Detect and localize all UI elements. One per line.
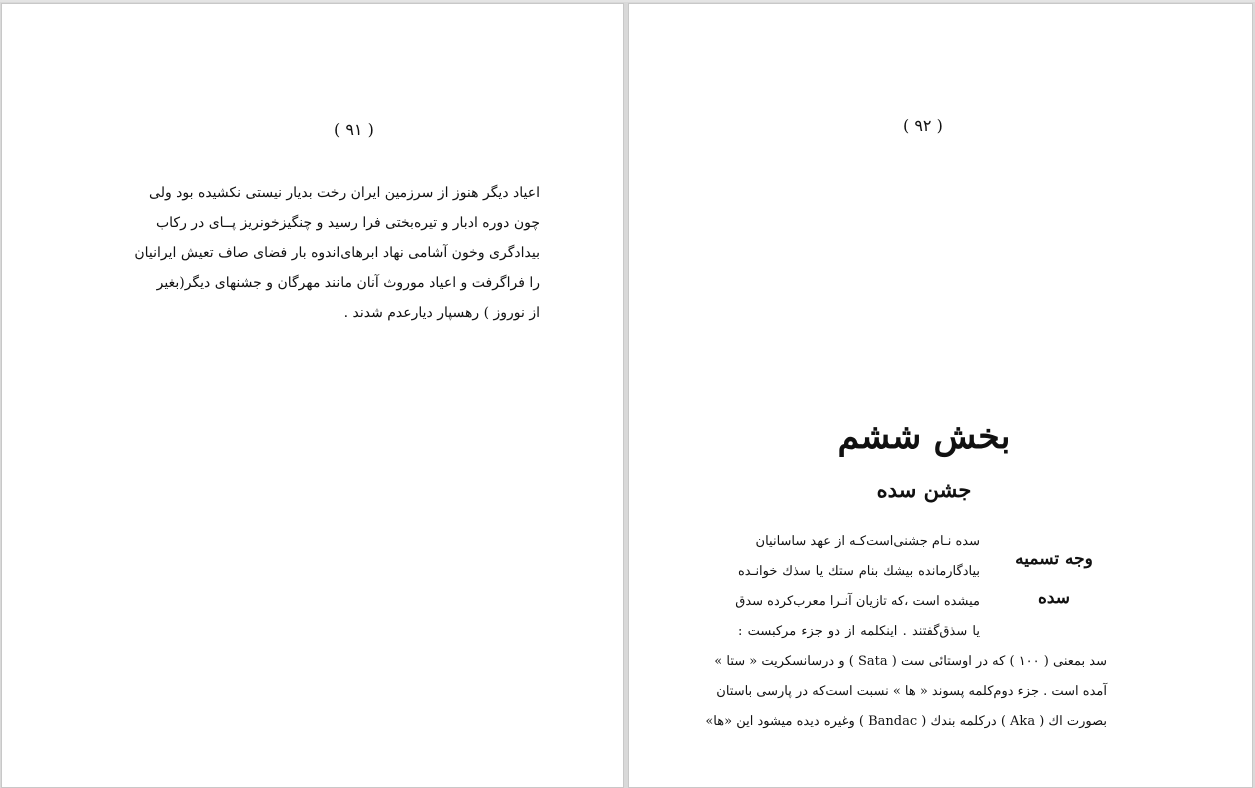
right-page [628,3,1253,788]
text-line: چون دوره ادبار و تیره‌بختی فرا رسید و چنگیزخونریز پــای در رکاب [155,215,540,231]
text-line: از نوروز ) رهسپار دیارعدم شدند . [343,305,540,321]
page-number: ( ۹۱ ) [334,120,374,139]
chapter-subtitle: جشن سده [876,477,972,502]
text-line: میشده است ،که تازیان آنـرا معرب‌کرده سدق [735,594,980,609]
margin-heading: وجه تسمیه [1015,549,1093,569]
body-paragraph [134,178,540,328]
body-paragraph [735,527,980,647]
body-paragraph [705,647,1107,737]
text-line: آمده است . جزء دوم‌کلمه پسوند « ها » نسبت است‌که در پارسی باستان [716,684,1107,699]
text-line: بصورت اك ( Aka ) درکلمه بندك ( Bandac ) وغیره دیده میشود این «ها» [705,714,1107,729]
text-line: اعیاد دیگر هنوز از سرزمین ایران رخت بدیار نیستی نکشیده بود ولی [149,185,540,201]
text-line: بیدادگری وخون آشامی نهاد ابرهای‌اندوه بار فضای صاف تعیش ایرانیان [134,245,540,261]
text-line: یا سذق‌گفتند . اینکلمه از دو جزء مرکبست : [738,624,980,639]
text-line: را فراگرفت و اعیاد موروث آنان مانند مهرگان و جشنهای دیگر(بغیر [156,275,540,291]
text-line: بیادگارمانده بیشك بنام ستك یا سذك خوانـده [738,564,980,579]
top-rule [0,0,1255,2]
page-number: ( ۹۲ ) [903,116,943,135]
text-line: سده نـام جشنی‌است‌کـه از عهد ساسانیان [755,534,980,549]
chapter-title: بخش ششم [837,416,1011,457]
text-line: سد بمعنی ( ۱۰۰ ) که در اوستائی ست ( Sata ) و درسانسکریت « ستا » [714,654,1107,669]
left-page [1,3,624,788]
margin-heading: سده [1037,588,1071,608]
